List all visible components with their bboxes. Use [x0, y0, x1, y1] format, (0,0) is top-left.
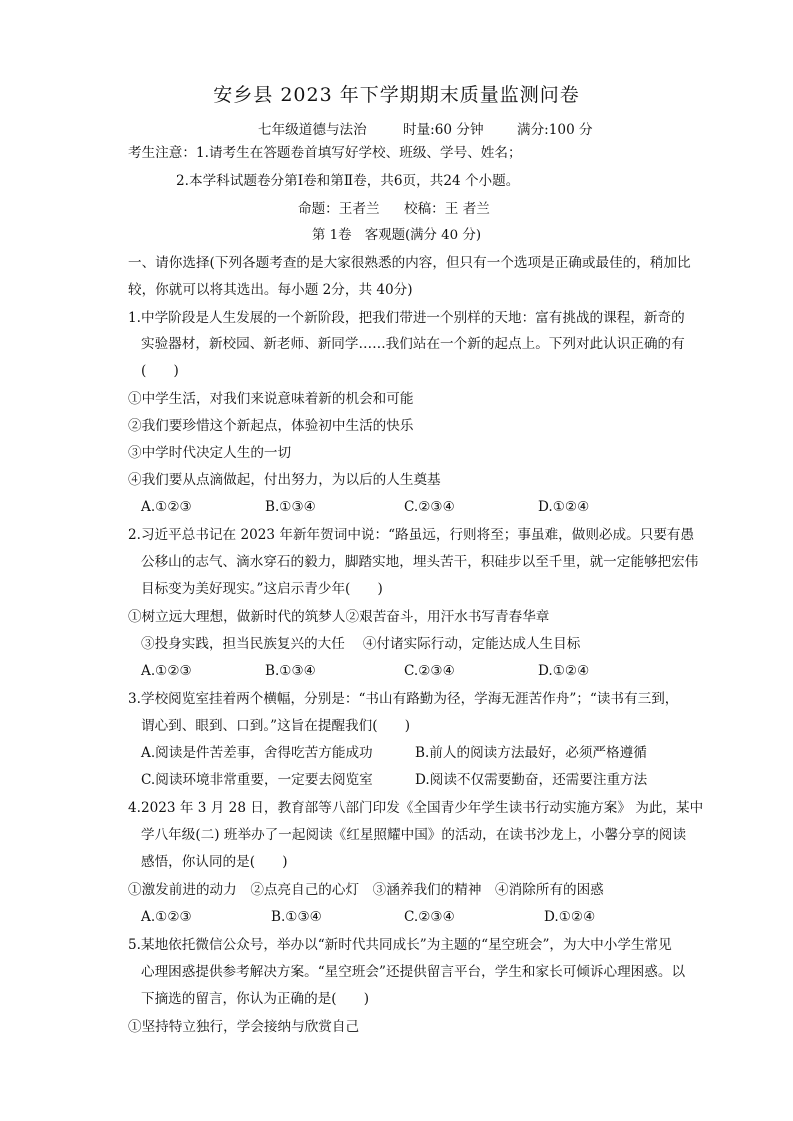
q5-option-1: ①坚持特立独行，学会接纳与欣赏自己: [128, 1019, 360, 1035]
q3-choice-d: D.阅读不仅需要勤奋，还需要注重方法: [415, 772, 648, 788]
q4-stem-3: 感悟，你认同的是( ): [141, 854, 288, 870]
q4-choice-a: A.①②③: [141, 909, 192, 925]
q3-choice-b: B.前人的阅读方法最好，必须严格遵循: [415, 745, 647, 761]
q2-option-2: ③投身实践，担当民族复兴的大任 ④付诸实际行动，定能达成人生目标: [141, 636, 581, 652]
q1-stem-3: ( ): [141, 363, 179, 379]
q3-stem-2: 谓心到、眼到、口到。”这旨在提醒我们( ): [141, 718, 411, 734]
q2-choice-c: C.②③④: [404, 663, 455, 679]
q2-stem-3: 目标变为美好现实。”这启示青少年( ): [141, 581, 383, 597]
q2-stem-2: 公移山的志气、滴水穿石的毅力，脚踏实地，埋头苦干，积硅步以至千里，就一定能够把宏伟: [141, 554, 699, 570]
q2-option-1: ①树立远大理想，做新时代的筑梦人②艰苦奋斗，用汗水书写青春华章: [128, 609, 550, 625]
q1-option-4: ④我们要从点滴做起，付出努力，为以后的人生奠基: [128, 472, 441, 488]
time-label: 时量:60 分钟: [403, 122, 484, 138]
exam-title: 安乡县 2023 年下学期期末质量监测问卷: [213, 84, 580, 106]
q3-stem-1: 3.学校阅览室挂着两个横幅，分别是：“书山有路勤为径，学海无涯苦作舟”；“读书有三到，: [128, 691, 679, 707]
q2-choice-a: A.①②③: [141, 663, 192, 679]
q4-options: ①激发前进的动力 ②点亮自己的心灯 ③涵养我们的精神 ④消除所有的困惑: [128, 882, 604, 898]
q1-option-2: ②我们要珍惜这个新起点，体验初中生活的快乐: [128, 418, 414, 434]
q4-choice-b: B.①③④: [271, 909, 322, 925]
score-label: 满分:100 分: [517, 122, 593, 138]
q2-stem-1: 2.习近平总书记在 2023 年新年贺词中说：“路虽远，行则将至；事虽难，做则必成。只要有愚: [128, 527, 695, 543]
q1-option-1: ①中学生活，对我们来说意味着新的机会和可能: [128, 391, 414, 407]
part1-instruction-2: 较，你就可以将其选出。每小题 2分，共 40分): [128, 282, 413, 298]
part1-heading: 第 1卷 客观题(满分 40 分): [311, 228, 482, 243]
q4-choice-d: D.①②④: [544, 909, 596, 925]
q2-choice-b: B.①③④: [265, 663, 316, 679]
q3-choice-a: A.阅读是件苦差事，舍得吃苦方能成功: [141, 745, 373, 761]
notice-line-2: 2.本学科试题卷分第Ⅰ卷和第Ⅱ卷，共6页，共24 个小题。: [176, 173, 520, 189]
part1-instruction-1: 一、请你选择(下列各题考查的是大家很熟悉的内容，但只有一个选项是正确或最佳的，稍加比: [128, 255, 691, 271]
q4-stem-2: 学八年级(二) 班举办了一起阅读《红星照耀中国》的活动，在读书沙龙上，小馨分享的阅读: [141, 827, 687, 843]
subject-label: 七年级道德与法治: [258, 122, 367, 138]
q5-stem-3: 下摘选的留言，你认为正确的是( ): [141, 991, 370, 1007]
q4-choice-c: C.②③④: [404, 909, 455, 925]
reviewer-label: 校稿：王 者兰: [404, 201, 490, 217]
author-label: 命题：王者兰: [298, 201, 380, 217]
notice-line-1: 考生注意：1.请考生在答题卷首填写好学校、班级、学号、姓名；: [128, 145, 522, 161]
q3-choice-c: C.阅读环境非常重要，一定要去阅览室: [141, 772, 373, 788]
q1-choice-d: D.①②④: [538, 499, 590, 515]
q5-stem-2: 心理困惑提供参考解决方案。“星空班会”还提供留言平台，学生和家长可倾诉心理困惑。以: [141, 964, 686, 980]
q1-choice-c: C.②③④: [404, 499, 455, 515]
q1-stem-1: 1.中学阶段是人生发展的一个新阶段，把我们带进一个别样的天地：富有挑战的课程，新奇的: [128, 310, 685, 326]
q5-stem-1: 5.某地依托微信公众号，举办以“新时代共同成长”为主题的“星空班会”，为大中小学生常见: [128, 937, 672, 953]
q1-choice-a: A.①②③: [141, 499, 192, 515]
q1-stem-2: 实验器材，新校园、新老师、新同学……我们站在一个新的起点上。下列对此认识正确的有: [141, 336, 685, 352]
q4-stem-1: 4.2023 年 3 月 28 日，教育部等八部门印发《全国青少年学生读书行动实施方案》 为此，某中: [128, 800, 704, 816]
q1-choice-b: B.①③④: [265, 499, 316, 515]
q1-option-3: ③中学时代决定人生的一切: [128, 445, 292, 461]
q2-choice-d: D.①②④: [538, 663, 590, 679]
